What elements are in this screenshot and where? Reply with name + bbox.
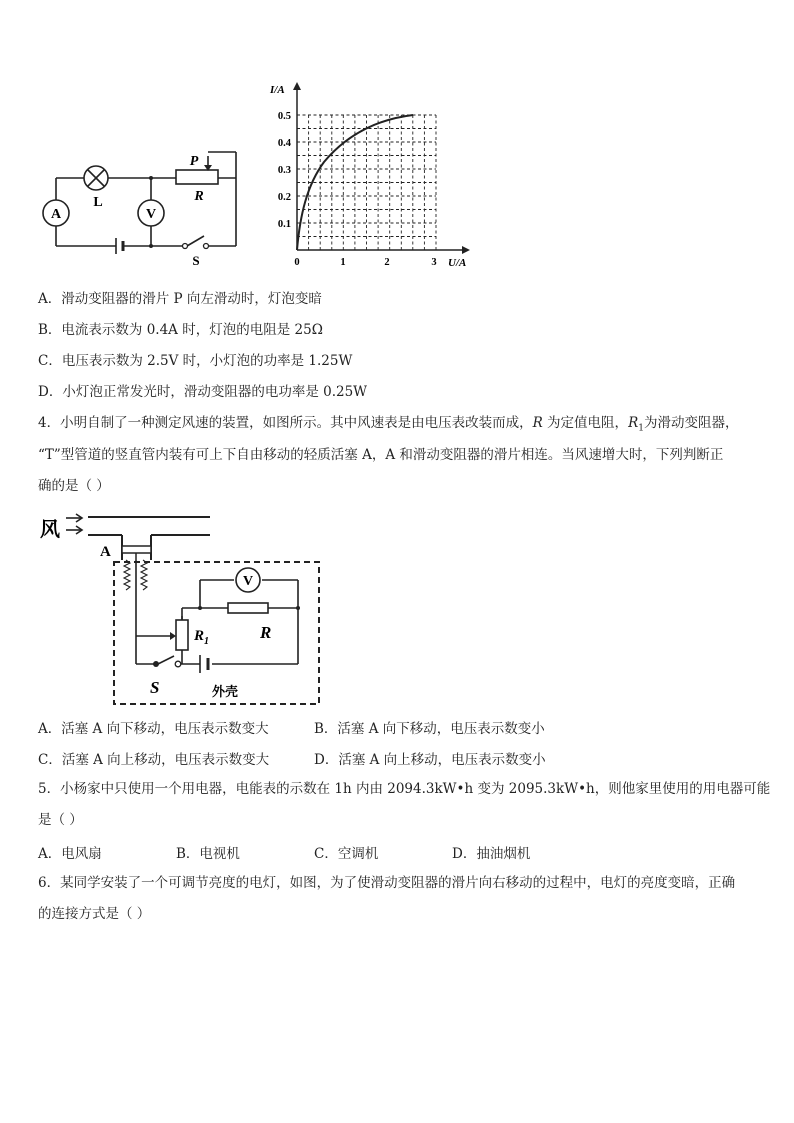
y-tick: 0.2 (277, 192, 291, 203)
q3-option-b: B．电流表示数为 0.4A 时，灯泡的电阻是 25Ω (38, 322, 323, 338)
y-tick: 0.1 (277, 219, 291, 230)
q3-option-a: A．滑动变阻器的滑片 P 向左滑动时，灯泡变暗 (38, 291, 322, 307)
q4-option-a: A．活塞 A 向下移动，电压表示数变大 (38, 721, 269, 737)
x-tick: 1 (340, 257, 346, 268)
y-tick: 0.3 (277, 165, 291, 176)
x-tick: 0 (294, 257, 300, 268)
q6-stem-line1: 6．某同学安装了一个可调节亮度的电灯，如图，为了使滑动变阻器的滑片向右移动的过程中，电灯的亮度变暗，正确 (38, 875, 736, 891)
slider-label: P (189, 154, 199, 169)
voltmeter-label: V (145, 207, 157, 222)
q4-stem-line2: “T”型管道的竖直管内装有可上下自由移动的轻质活塞 A，A 和滑动变阻器的滑片相连。当风速增大时，下列判断正 (38, 447, 724, 463)
q4-option-b: B．活塞 A 向下移动，电压表示数变小 (314, 721, 545, 737)
q3-option-c: C．电压表示数为 2.5V 时，小灯泡的功率是 1.25W (38, 353, 353, 369)
wind-speed-device-diagram (38, 508, 328, 710)
q5-option-c: C．空调机 (314, 846, 379, 862)
ammeter-label: A (50, 207, 62, 222)
voltmeter-label: V (242, 574, 254, 589)
y-tick: 0.5 (277, 111, 291, 122)
r1-label: $R_1$ (194, 628, 210, 647)
switch-label: S (192, 253, 200, 268)
q5-option-a: A．电风扇 (38, 846, 102, 862)
lamp-label: L (93, 195, 103, 210)
q5-stem-line2: 是（ ） (38, 812, 83, 828)
q6-stem-line2: 的连接方式是（ ） (38, 906, 151, 922)
q4-stem-line3: 确的是（ ） (38, 478, 110, 494)
resistor-label: R (194, 189, 204, 204)
wind-label: 风 (40, 519, 60, 541)
y-axis-label: I/A (270, 84, 285, 96)
q4-stem-line1: 4．小明自制了一种测定风速的装置，如图所示。其中风速表是由电压表改装而成，R 为定值电阻，$R_1$为滑动变阻器， (38, 415, 739, 434)
x-tick: 3 (431, 257, 437, 268)
q3-option-d: D．小灯泡正常发光时，滑动变阻器的电功率是 0.25W (38, 384, 368, 400)
x-axis-label: U/A (448, 257, 467, 269)
q5-stem-line1: 5．小杨家中只使用一个用电器，电能表的示数在 1h 内由 2094.3kW•h 变为 2095.3kW•h，则他家里使用的用电器可能 (38, 781, 771, 797)
r-label: R (260, 623, 272, 642)
q5-option-b: B．电视机 (176, 846, 240, 862)
circuit-diagram-lamp (36, 148, 246, 268)
iu-graph (262, 80, 478, 272)
q4-option-d: D．活塞 A 向上移动，电压表示数变小 (314, 752, 546, 768)
piston-label: A (100, 544, 111, 560)
switch-label: S (150, 678, 160, 697)
shell-label: 外壳 (212, 684, 239, 699)
x-tick: 2 (384, 257, 390, 268)
q4-option-c: C．活塞 A 向上移动，电压表示数变大 (38, 752, 270, 768)
y-tick: 0.4 (277, 138, 291, 149)
q5-option-d: D．抽油烟机 (452, 846, 531, 862)
